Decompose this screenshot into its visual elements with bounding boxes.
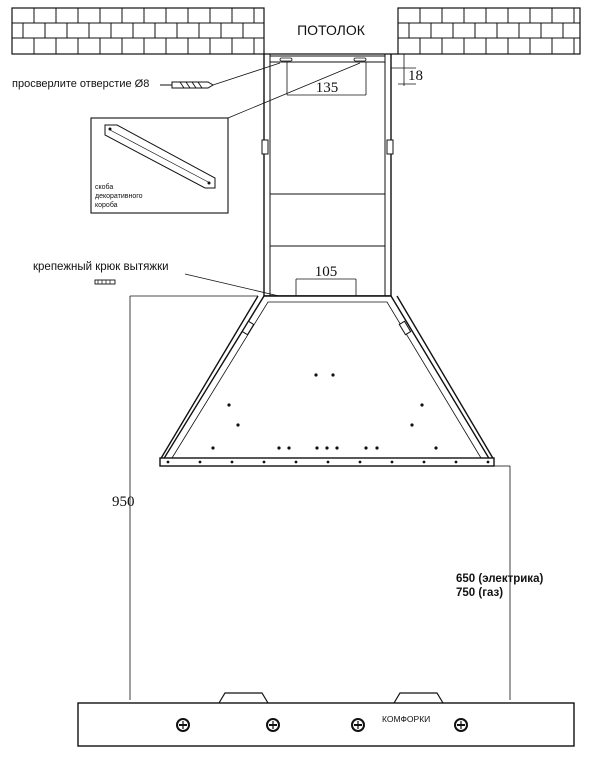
- hook-label: крепежный крюк вытяжки: [33, 261, 169, 273]
- dimension-135-label: 135: [315, 80, 339, 96]
- dimension-gas-label: 750 (газ): [456, 587, 504, 599]
- dimension-950-label: 950: [112, 494, 135, 510]
- drill-bit-icon: [160, 82, 213, 88]
- bracket-label-line3: короба: [95, 202, 118, 209]
- hood-canopy: [160, 296, 494, 466]
- stove-label: КОМФОРКИ: [382, 714, 431, 724]
- dimension-18-label: 18: [408, 68, 423, 84]
- dimension-18: [391, 54, 423, 86]
- ceiling-bracket: [270, 56, 385, 62]
- bracket-leader-line: [228, 63, 360, 118]
- bracket-detail-inset: [91, 118, 228, 213]
- burner-knob-icon: [267, 719, 279, 731]
- bracket-label-line1: скоба: [95, 184, 114, 191]
- dimension-105: [296, 264, 356, 296]
- ceiling-brick-left: [12, 8, 264, 54]
- dimension-electric-label: 650 (электрика): [456, 573, 544, 585]
- dimension-105-label: 105: [314, 264, 338, 280]
- ceiling-label: ПОТОЛОК: [297, 22, 365, 38]
- stove-body: [78, 703, 574, 746]
- bracket-label-line2: декоративного: [95, 193, 143, 200]
- dimension-135: [287, 62, 366, 96]
- pan-support-right: [394, 693, 443, 703]
- stove: [78, 693, 574, 746]
- drill-label: просверлите отверстие Ø8: [12, 78, 150, 90]
- burner-knob-icon: [177, 719, 189, 731]
- ceiling-brick-right: [398, 8, 580, 54]
- hook-icon: [95, 280, 115, 284]
- pan-support-left: [219, 693, 268, 703]
- burner-knob-icon: [455, 719, 467, 731]
- burner-knob-icon: [352, 719, 364, 731]
- dimension-650-750: [456, 466, 543, 700]
